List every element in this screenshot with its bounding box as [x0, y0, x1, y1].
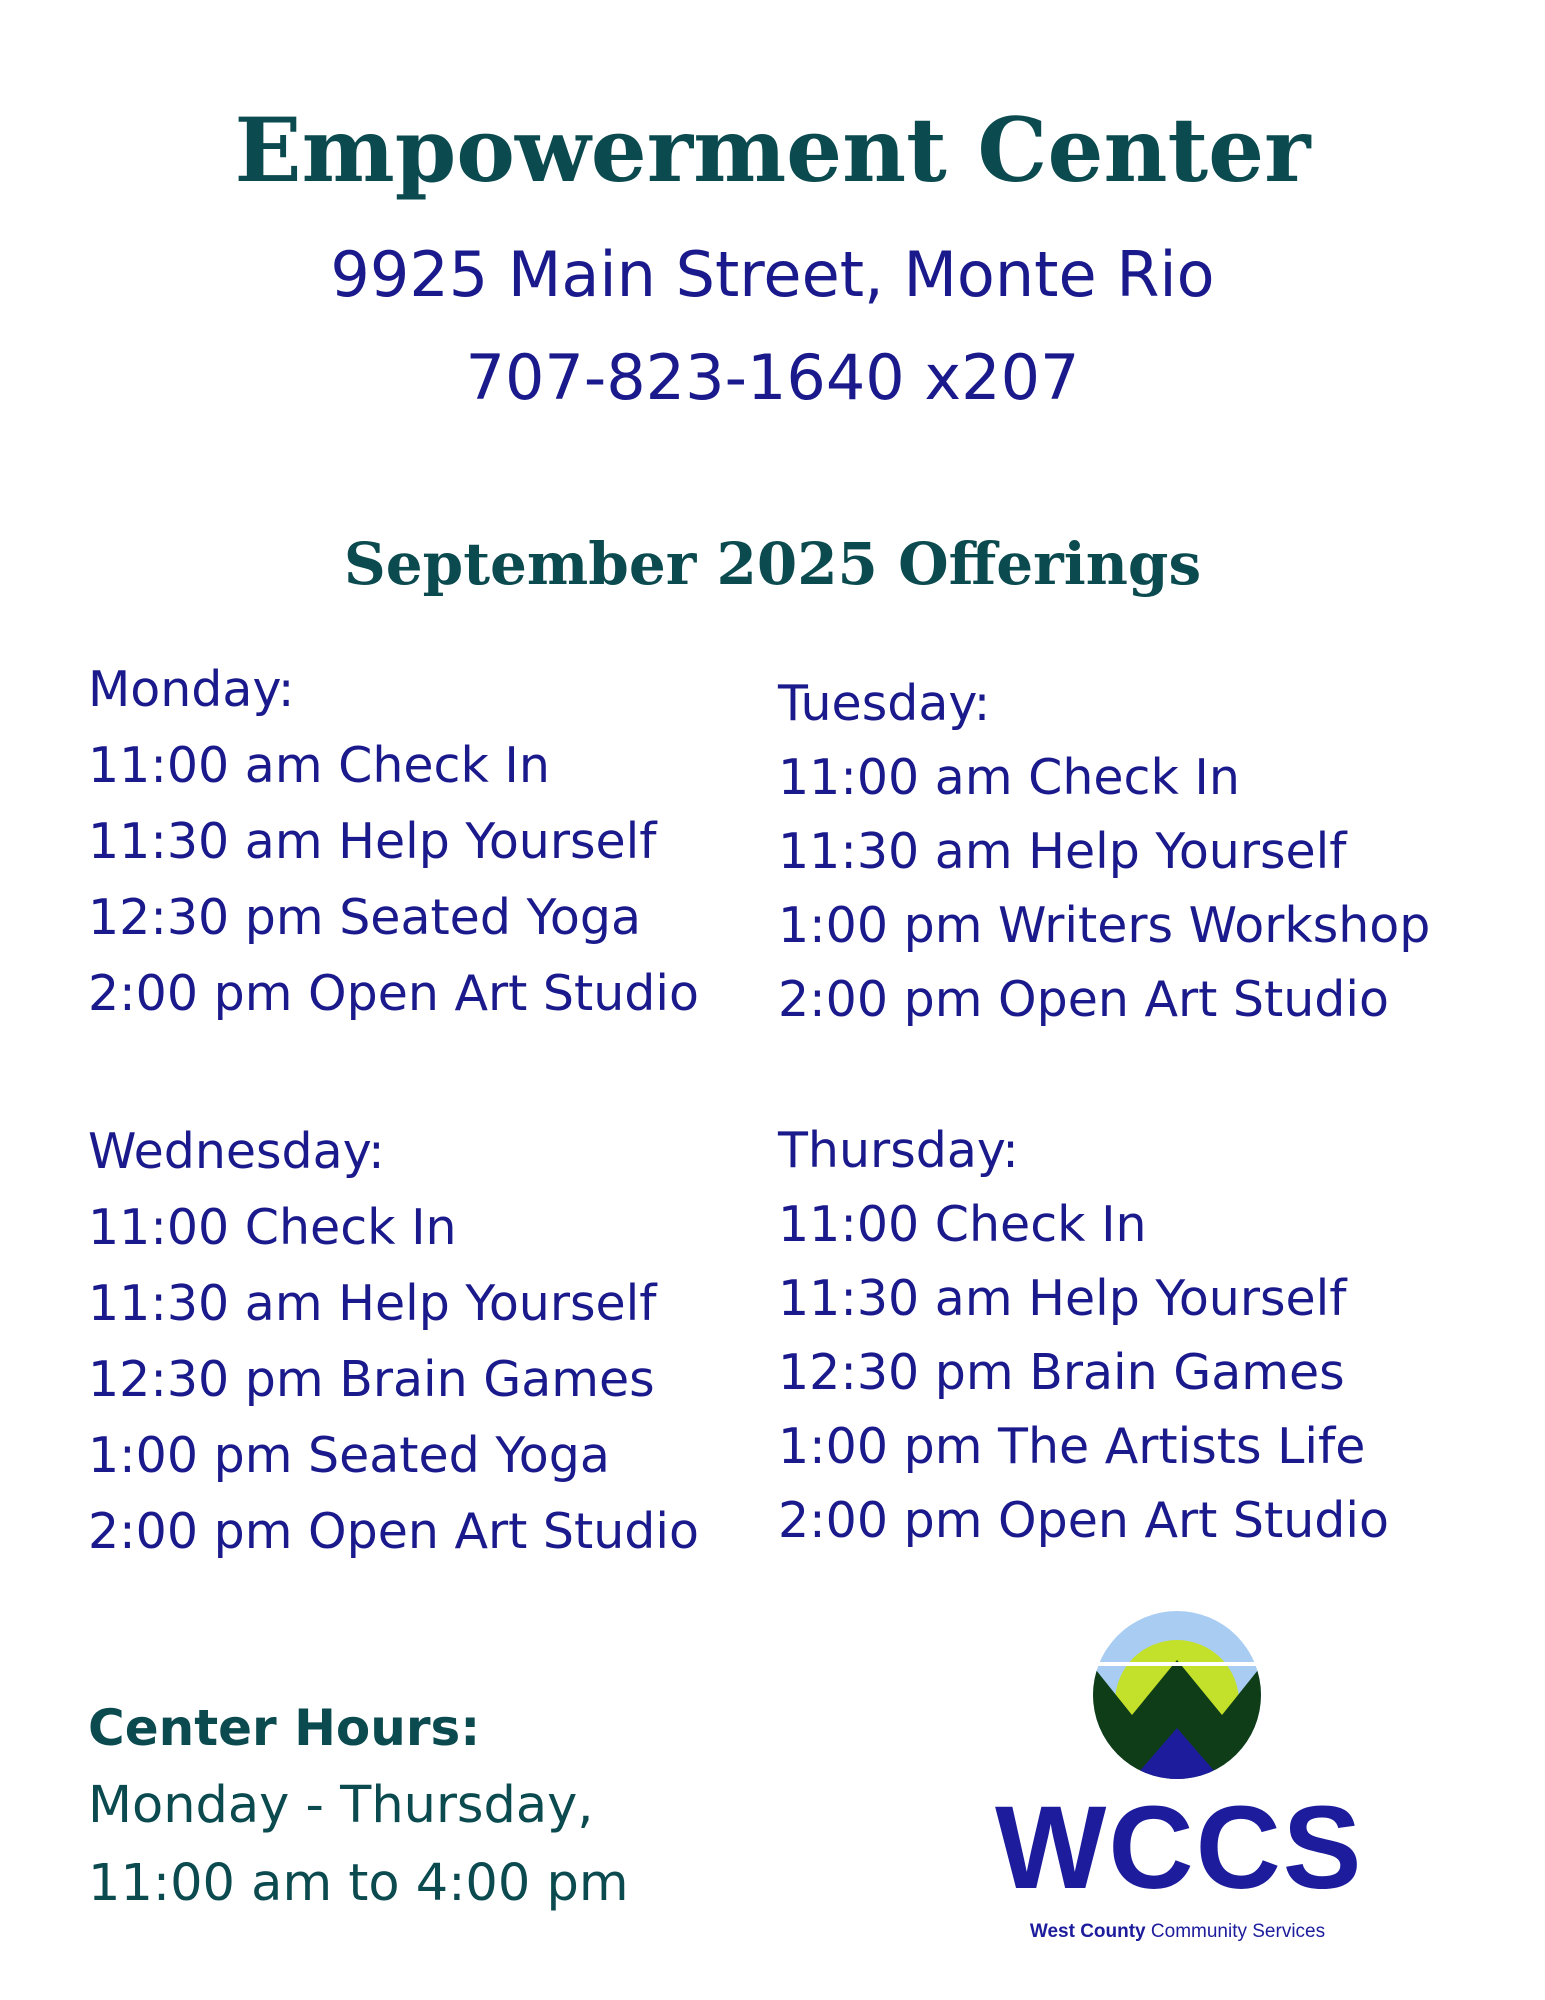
sky-gap — [1092, 1662, 1262, 1666]
schedule-item: 11:30 am Help Yourself — [88, 813, 657, 870]
schedule-item: 2:00 pm Open Art Studio — [88, 1503, 699, 1560]
logo-wordmark: WCCS — [995, 1782, 1364, 1914]
schedule-item: 12:30 pm Seated Yoga — [88, 889, 642, 946]
center-hours-heading: Center Hours: — [88, 1699, 481, 1757]
schedule-item: 11:30 am Help Yourself — [778, 823, 1347, 880]
wccs-logo — [995, 1610, 1364, 1965]
schedule-item: 2:00 pm Open Art Studio — [778, 971, 1389, 1028]
schedule-item: 11:00 am Check In — [778, 749, 1240, 806]
schedule-item: 12:30 pm Brain Games — [778, 1344, 1345, 1401]
schedule-item: 2:00 pm Open Art Studio — [778, 1492, 1389, 1549]
address: 9925 Main Street, Monte Rio — [330, 238, 1215, 311]
logo-tagline — [995, 1920, 1360, 1944]
offerings-heading: September 2025 Offerings — [343, 530, 1202, 598]
logo-tagline-rest: Community Services — [1150, 1921, 1326, 1942]
schedule-item: 1:00 pm The Artists Life — [778, 1418, 1366, 1475]
day-label: Thursday: — [778, 1122, 1019, 1179]
schedule-item: 11:00 Check In — [88, 1199, 457, 1256]
schedule-item: 1:00 pm Writers Workshop — [778, 897, 1431, 954]
day-label: Wednesday: — [88, 1123, 385, 1180]
phone-number: 707-823-1640 x207 — [465, 341, 1080, 414]
schedule-item: 11:30 am Help Yourself — [88, 1275, 657, 1332]
schedule-item: 11:00 am Check In — [88, 737, 550, 794]
thursday-schedule — [778, 1114, 1389, 1558]
schedule-item: 1:00 pm Seated Yoga — [88, 1427, 610, 1484]
logo-tagline-bold: West County — [1029, 1921, 1146, 1942]
schedule-item: 11:00 Check In — [778, 1196, 1147, 1253]
monday-schedule — [88, 652, 699, 1032]
day-label: Monday: — [88, 661, 295, 718]
schedule-item: 11:30 am Help Yourself — [778, 1270, 1347, 1327]
schedule-item: 12:30 pm Brain Games — [88, 1351, 655, 1408]
center-hours-days: Monday - Thursday, — [88, 1776, 594, 1835]
center-hours-time: 11:00 am to 4:00 pm — [88, 1854, 629, 1913]
mountain-sun-logo-icon — [1092, 1610, 1262, 1780]
page-title: Empowerment Center — [234, 98, 1311, 202]
wednesday-schedule — [88, 1114, 699, 1570]
day-label: Tuesday: — [778, 675, 991, 732]
tuesday-schedule — [778, 667, 1430, 1037]
schedule-item: 2:00 pm Open Art Studio — [88, 965, 699, 1022]
